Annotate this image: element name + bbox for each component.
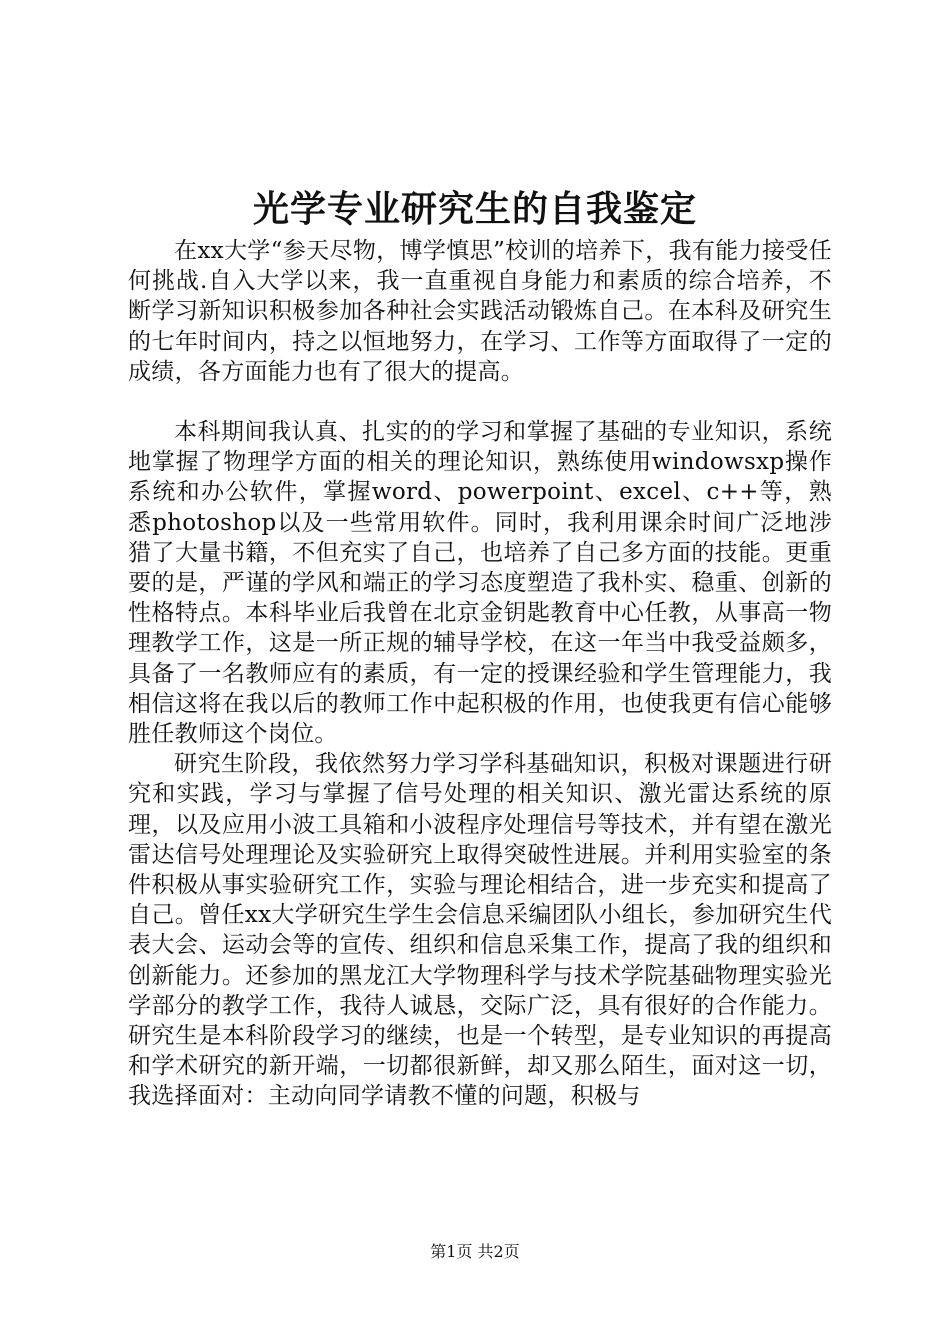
paragraph-intro: 在xx大学“参天尽物，博学慎思”校训的培养下，我有能力接受任何挑战.自入大学以来，我一直重视自身能力和素质的综合培养，不断学习新知识积极参加各种社会实践活动锻炼自己。在本科及研究生的七年时间内，持之以恒地努力，在学习、工作等方面取得了一定的成绩，各方面能力也有了很大的提高。 [128, 238, 832, 385]
paragraph-graduate: 研究生阶段，我依然努力学习学科基础知识，积极对课题进行研究和实践，学习与掌握了信号处理的相关知识、激光雷达系统的原理，以及应用小波工具箱和小波程序处理信号等技术，并有望在激光雷达信号处理理论及实验研究上取得突破性进展。并利用实验室的条件积极从事实验研究工作，实验与理论相结合，进一步充实和提高了自己。曾任xx大学研究生学生会信息采编团队小组长，参加研究生代表大会、运动会等的宣传、组织和信息采集工作，提高了我的组织和创新能力。还参加的黑龙江大学物理科学与技术学院基础物理实验光学部分的教学工作，我待人诚恳，交际广泛，具有很好的合作能力。研究生是本科阶段学习的继续，也是一个转型，是专业知识的再提高和学术研究的新开端，一切都很新鲜，却又那么陌生，面对这一切，我选择面对：主动向同学请教不懂的问题，积极与 [128, 751, 832, 1110]
document-body [128, 236, 832, 1112]
page-title: 光学专业研究生的自我鉴定 [252, 188, 697, 230]
paragraph-undergraduate: 本科期间我认真、扎实的的学习和掌握了基础的专业知识，系统地掌握了物理学方面的相关的理论知识，熟练使用windowsxp操作系统和办公软件，掌握word、powerpoint、excel、c++等，熟悉photoshop以及一些常用软件。同时，我利用课余时间广泛地涉猎了大量书籍，不但充实了自己，也培养了自己多方面的技能。更重要的是，严谨的学风和端正的学习态度塑造了我朴实、稳重、创新的性格特点。本科毕业后我曾在北京金钥匙教育中心任教，从事高一物理教学工作，这是一所正规的辅导学校，在这一年当中我受益颇多，具备了一名教师应有的素质，有一定的授课经验和学生管理能力，我相信这将在我以后的教师工作中起积极的作用，也使我更有信心能够胜任教师这个岗位。 [128, 419, 832, 748]
page-number-footer: 第1页 共2页 [430, 1242, 520, 1261]
